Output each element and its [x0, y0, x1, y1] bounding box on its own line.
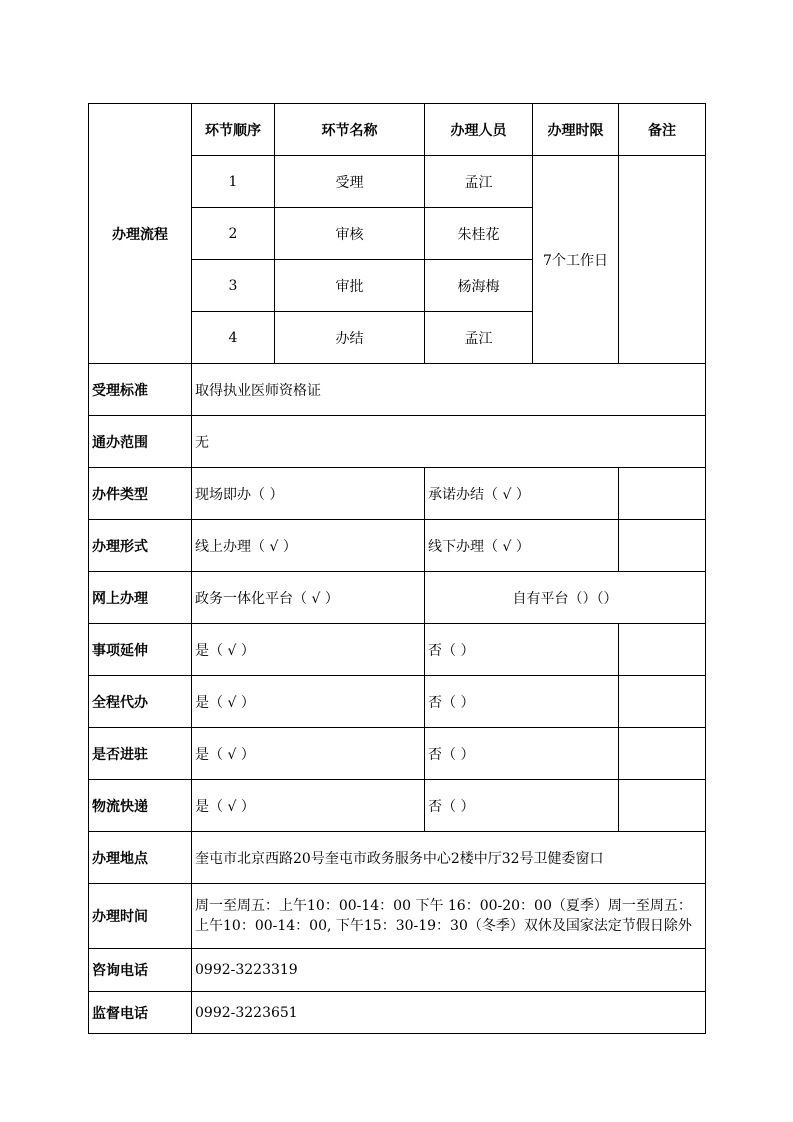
service-info-table — [88, 103, 706, 1034]
step-person: 孟江 — [425, 312, 533, 364]
express-label: 物流快递 — [89, 780, 192, 832]
step-person: 孟江 — [425, 156, 533, 208]
process-label: 办理流程 — [89, 104, 192, 364]
step-person: 杨海梅 — [425, 260, 533, 312]
step-order: 4 — [192, 312, 275, 364]
supervise-phone-label: 监督电话 — [89, 992, 192, 1034]
consult-phone-value: 0992-3223319 — [192, 949, 706, 992]
agency-yes: 是（ √ ） — [192, 676, 425, 728]
remark-value — [619, 156, 706, 364]
online-label: 网上办理 — [89, 572, 192, 624]
online-platform: 政务一体化平台（ √ ） — [192, 572, 425, 624]
express-yes: 是（ √ ） — [192, 780, 425, 832]
stationed-blank — [619, 728, 706, 780]
express-blank — [619, 780, 706, 832]
step-order: 3 — [192, 260, 275, 312]
handling-form-offline: 线下办理（ √ ） — [425, 520, 619, 572]
agency-blank — [619, 676, 706, 728]
step-name: 办结 — [275, 312, 425, 364]
header-remark: 备注 — [619, 104, 706, 156]
supervise-phone-value: 0992-3223651 — [192, 992, 706, 1034]
case-type-label: 办件类型 — [89, 468, 192, 520]
agency-no: 否（ ） — [425, 676, 619, 728]
hours-label: 办理时间 — [89, 884, 192, 949]
header-time-limit: 办理时限 — [533, 104, 619, 156]
general-scope-value: 无 — [192, 416, 706, 468]
extension-yes: 是（ √ ） — [192, 624, 425, 676]
time-limit-value: 7个工作日 — [533, 156, 619, 364]
general-scope-label: 通办范围 — [89, 416, 192, 468]
extension-label: 事项延伸 — [89, 624, 192, 676]
handling-form-label: 办理形式 — [89, 520, 192, 572]
location-label: 办理地点 — [89, 832, 192, 884]
case-type-blank — [619, 468, 706, 520]
step-name: 审核 — [275, 208, 425, 260]
stationed-yes: 是（ √ ） — [192, 728, 425, 780]
hours-value: 周一至周五：上午10：00-14：00 下午 16：00-20：00（夏季）周一至周五：上午10：00-14：00, 下午15：30-19：30（冬季）双休及国家法定节假日除外 — [192, 884, 706, 949]
extension-blank — [619, 624, 706, 676]
extension-no: 否（ ） — [425, 624, 619, 676]
acceptance-standard-value: 取得执业医师资格证 — [192, 364, 706, 416]
step-person: 朱桂花 — [425, 208, 533, 260]
stationed-no: 否（ ） — [425, 728, 619, 780]
agency-label: 全程代办 — [89, 676, 192, 728]
consult-phone-label: 咨询电话 — [89, 949, 192, 992]
acceptance-standard-label: 受理标准 — [89, 364, 192, 416]
online-own-platform: 自有平台（）（） — [425, 572, 706, 624]
step-order: 2 — [192, 208, 275, 260]
case-type-promised: 承诺办结（ √ ） — [425, 468, 619, 520]
header-step-name: 环节名称 — [275, 104, 425, 156]
handling-form-blank — [619, 520, 706, 572]
stationed-label: 是否进驻 — [89, 728, 192, 780]
header-handler: 办理人员 — [425, 104, 533, 156]
step-name: 审批 — [275, 260, 425, 312]
handling-form-online: 线上办理（ √ ） — [192, 520, 425, 572]
express-no: 否（ ） — [425, 780, 619, 832]
case-type-onsite: 现场即办（ ） — [192, 468, 425, 520]
header-step-order: 环节顺序 — [192, 104, 275, 156]
step-order: 1 — [192, 156, 275, 208]
step-name: 受理 — [275, 156, 425, 208]
location-value: 奎屯市北京西路20号奎屯市政务服务中心2楼中厅32号卫健委窗口 — [192, 832, 706, 884]
